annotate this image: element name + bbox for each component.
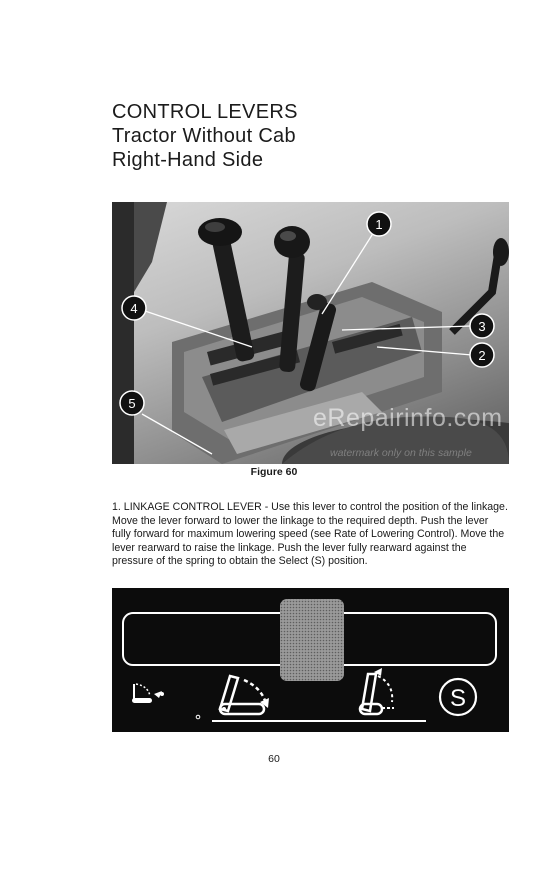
watermark-sub: watermark only on this sample: [330, 447, 472, 459]
callout-1-label: 1: [375, 217, 383, 232]
item-title: LINKAGE CONTROL LEVER: [123, 501, 262, 513]
page-title: [112, 100, 298, 172]
callout-4-label: 4: [130, 301, 138, 316]
callout-5-label: 5: [128, 396, 136, 411]
lever-position-block: [280, 599, 344, 681]
raise-linkage-icon: [360, 668, 394, 714]
item-text: - Use this lever to control the position of the linkage. Move the lever forward to lower the linkage to the required depth. Push the lever fully forward for maximum lowering speed (see Rate of Lowering Control). Move the lever rearward to raise the linkage. Push the lever fully rearward against the pressure of the spring to obtain the Select (S) position.: [112, 501, 508, 568]
item-number: 1.: [112, 501, 121, 513]
watermark: eRepairinfo.com: [313, 404, 503, 432]
item-description: [112, 501, 508, 569]
callout-3-label: 3: [478, 319, 486, 334]
figure-caption: Figure 60: [250, 466, 298, 478]
select-symbol: S: [449, 685, 467, 712]
title-line-2: Tractor Without Cab: [112, 125, 296, 147]
title-line-3: Right-Hand Side: [112, 149, 264, 171]
lower-linkage-icon: [220, 676, 269, 714]
lever-quadrant-panel: [112, 588, 509, 732]
page-number: 60: [268, 753, 280, 765]
title-line-1: CONTROL LEVERS: [112, 101, 298, 123]
lowering-rate-icon: [132, 684, 164, 703]
callout-2-label: 2: [478, 348, 486, 363]
